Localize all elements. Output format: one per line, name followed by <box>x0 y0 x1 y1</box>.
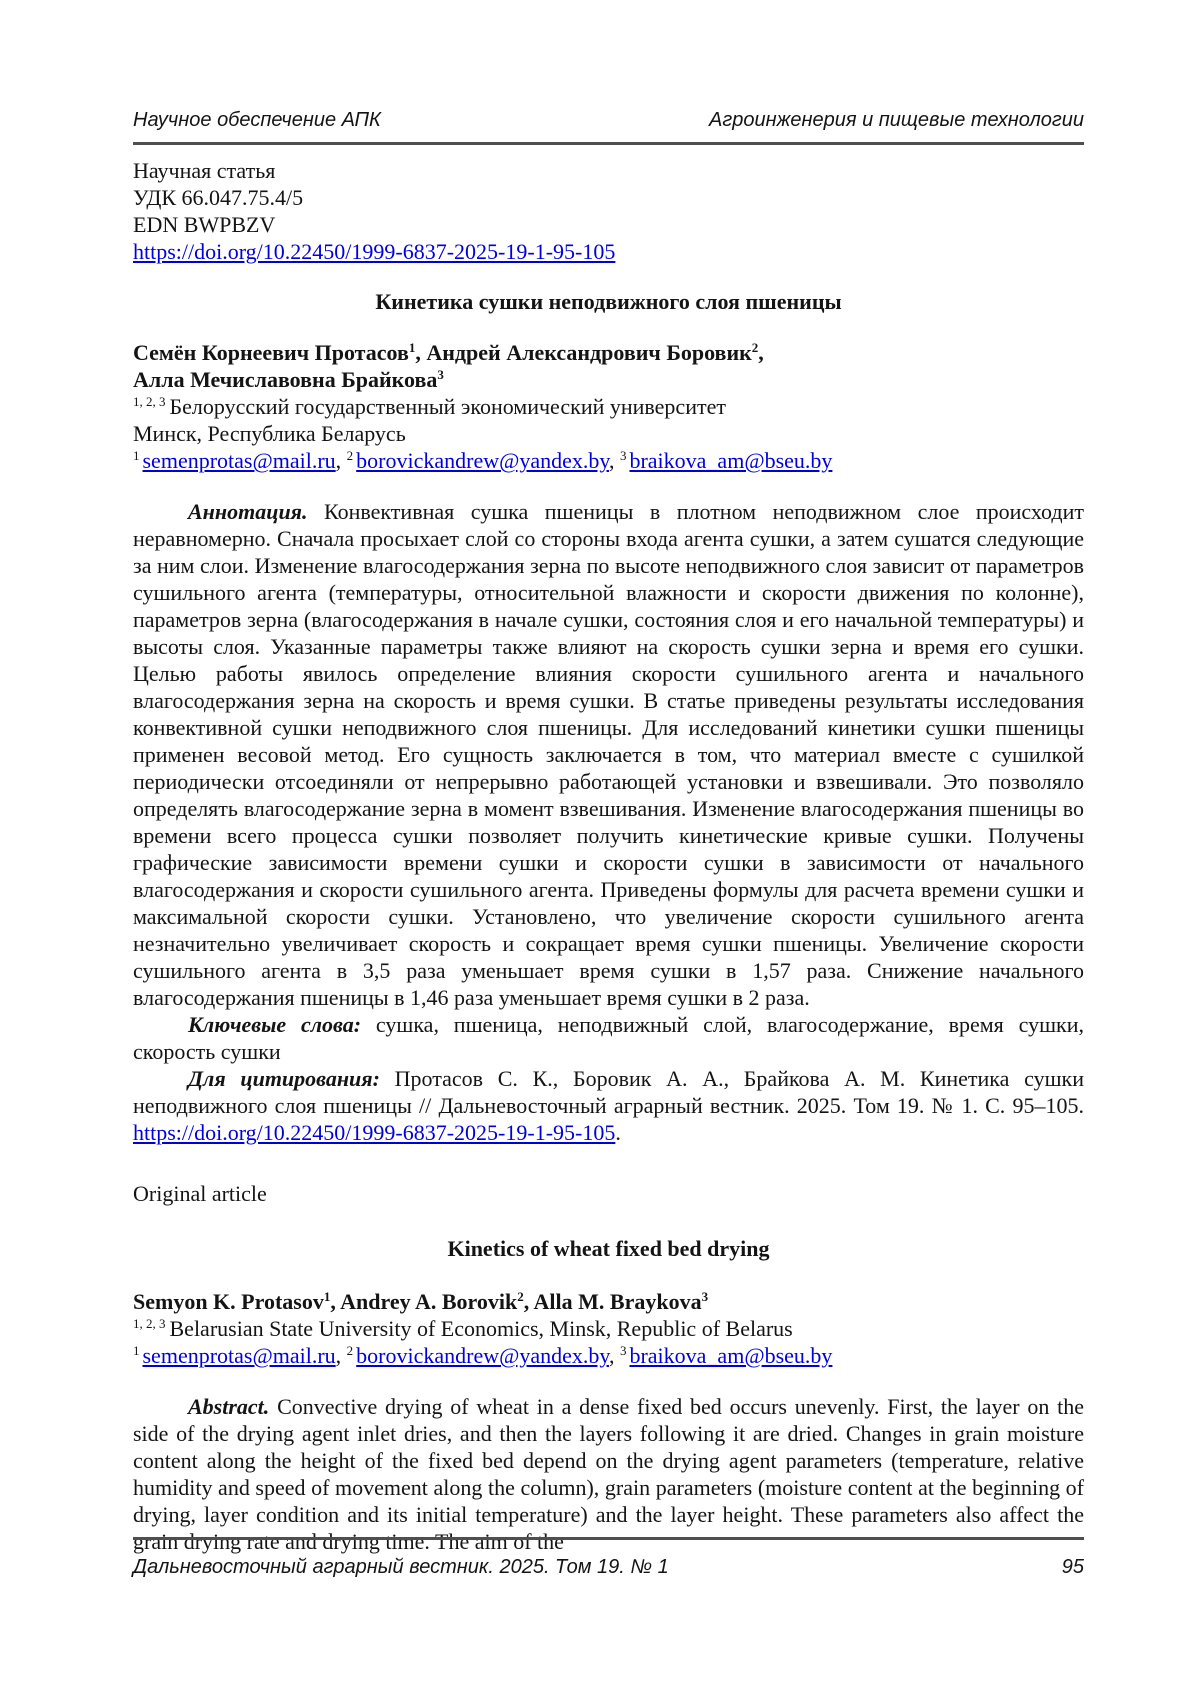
author-name: Andrey A. Borovik <box>340 1289 518 1314</box>
citation-doi-link[interactable]: https://doi.org/10.22450/1999-6837-2025-19-1-95-105 <box>133 1120 616 1145</box>
email-separator: , <box>335 1343 347 1368</box>
citation-label-ru: Для цитирования: <box>188 1066 380 1091</box>
keywords-label-ru: Ключевые слова: <box>188 1012 362 1037</box>
authors-line-en <box>133 1288 1084 1315</box>
article-title-ru: Кинетика сушки неподвижного слоя пшеницы <box>375 289 842 314</box>
citation-text-ru: Протасов С. К., Боровик А. А., Брайкова А. М. Кинетика сушки неподвижного слоя пшеницы // Дальневосточный аграрный вестник. 2025. Том 19. № 1. С. 95–105. <box>133 1066 1084 1118</box>
emails-line-ru <box>133 447 1084 474</box>
udc-number: УДК 66.047.75.4/5 <box>133 185 304 210</box>
email-superscript: 2 <box>346 1343 354 1358</box>
affiliation-ru <box>133 393 1084 420</box>
email-link[interactable]: braikova_am@bseu.by <box>629 448 833 473</box>
abstract-text-en: Convective drying of wheat in a dense fixed bed occurs unevenly. First, the layer on the side of the drying agent inlet dries, and then the layers following it are dried. Changes in grain moisture content along the height of the fixed bed depend on the drying agent parameters (temperature, relative humidity and speed of movement along the column), grain parameters (moisture content at the beginning of drying, layer condition and its initial temperature) and the layer height. These parameters also affect the grain drying rate and drying time. The aim of the <box>133 1394 1084 1554</box>
abstract-label-ru: Аннотация. <box>188 499 308 524</box>
abstract-en <box>133 1393 1084 1555</box>
author-name: Алла Мечиславовна Брайкова <box>133 367 438 392</box>
running-header <box>133 108 1084 145</box>
affiliation-name: Белорусский государственный экономический университет <box>169 394 726 419</box>
author-superscript: 1 <box>408 340 416 355</box>
author-name: Андрей Александрович Боровик <box>426 340 752 365</box>
author-name: Semyon K. Protasov <box>133 1289 324 1314</box>
email-link[interactable]: braikova_am@bseu.by <box>629 1343 833 1368</box>
article-type-ru: Научная статья <box>133 158 276 183</box>
email-superscript: 2 <box>346 448 354 463</box>
affiliation-superscript: 1, 2, 3 <box>133 394 166 409</box>
email-separator: , <box>335 448 347 473</box>
authors-block-ru <box>133 339 1084 474</box>
edn-code: EDN BWPBZV <box>133 212 276 237</box>
abstract-ru <box>133 498 1084 1011</box>
email-link[interactable]: semenprotas@mail.ru <box>142 1343 336 1368</box>
header-section-right: Агроинженерия и пищевые технологии <box>709 109 1084 131</box>
email-link[interactable]: borovickandrew@yandex.by <box>356 1343 609 1368</box>
email-separator: , <box>608 1343 620 1368</box>
email-link[interactable]: semenprotas@mail.ru <box>142 448 336 473</box>
doi-link[interactable]: https://doi.org/10.22450/1999-6837-2025-19-1-95-105 <box>133 239 616 264</box>
emails-line-en <box>133 1342 1084 1369</box>
author-superscript: 3 <box>437 367 444 382</box>
authors-line-2-ru <box>133 366 1084 393</box>
article-title-en: Kinetics of wheat fixed bed drying <box>447 1236 770 1261</box>
footer-journal-line: Дальневосточный аграрный вестник. 2025. Том 19. № 1 <box>133 1556 669 1578</box>
author-separator: , <box>330 1289 341 1314</box>
author-separator: , <box>758 340 764 365</box>
author-separator: , <box>415 340 427 365</box>
email-superscript: 3 <box>619 1343 627 1358</box>
page-content <box>0 108 1200 1555</box>
affiliation-en <box>133 1315 1084 1342</box>
footer-page-number: 95 <box>1061 1556 1084 1578</box>
email-separator: , <box>608 448 620 473</box>
keywords-ru <box>133 1011 1084 1065</box>
abstract-label-en: Abstract. <box>188 1394 270 1419</box>
citation-period: . <box>615 1120 621 1145</box>
running-footer <box>133 1537 1084 1581</box>
authors-block-en <box>133 1288 1084 1369</box>
affiliation-superscript: 1, 2, 3 <box>133 1316 166 1331</box>
article-meta <box>133 157 1084 265</box>
author-separator: , <box>523 1289 534 1314</box>
author-name: Семён Корнеевич Протасов <box>133 340 409 365</box>
author-superscript: 2 <box>517 1289 524 1304</box>
email-superscript: 3 <box>619 448 627 463</box>
email-link[interactable]: borovickandrew@yandex.by <box>356 448 609 473</box>
abstract-text-ru: Конвективная сушка пшеницы в плотном неподвижном слое происходит неравномерно. Сначала просыхает слой со стороны входа агента сушки, а затем сушатся следующие за ним слои. Изменение влагосодержания зерна по высоте неподвижного слоя зависит от параметров сушильного агента (температуры, относительной влажности и скорости движения по колонне), параметров зерна (влагосодержания в начале сушки, состояния слоя и его начальной температуры) и высоты слоя. Указанные параметры также влияют на скорость сушки зерна и время его сушки. Целью работы явилось определение влияния скорости сушильного агента и начального влагосодержания зерна на скорость и время сушки. В статье приведены результаты исследования конвективной сушки неподвижного слоя пшеницы. Для исследований кинетики сушки пшеницы применен весовой метод. Его сущность заключается в том, что материал вместе с сушилкой периодически отсоединяли от непрерывно работающей установки и взвешивали. Это позволяло определять влагосодержание зерна в момент взвешивания. Изменение влагосодержания пшеницы во времени всего процесса сушки позволяет получить кинетические кривые сушки. Получены графические зависимости времени сушки и скорости сушки в зависимости от начального влагосодержания и скорости сушильного агента. Приведены формулы для расчета времени сушки и максимальной скорости сушки. Установлено, что увеличение скорости сушильного агента незначительно увеличивает скорость и сокращает время сушки пшеницы. Увеличение скорости сушильного агента в 3,5 раза уменьшает время сушки в 1,57 раза. Снижение начального влагосодержания пшеницы в 1,46 раза уменьшает время сушки в 2 раза. <box>133 499 1084 1010</box>
author-superscript: 2 <box>751 340 759 355</box>
header-section-left: Научное обеспечение АПК <box>133 109 381 131</box>
citation-ru <box>133 1065 1084 1146</box>
authors-line-1-ru <box>133 339 1084 366</box>
author-superscript: 1 <box>323 1289 331 1304</box>
keywords-text-ru: сушка, пшеница, неподвижный слой, влагосодержание, время сушки, скорость сушки <box>133 1012 1084 1064</box>
email-superscript: 1 <box>133 1343 140 1358</box>
author-superscript: 3 <box>701 1289 709 1304</box>
article-type-en: Original article <box>133 1181 267 1206</box>
affiliation-name: Belarusian State University of Economics, Minsk, Republic of Belarus <box>169 1316 793 1341</box>
author-name: Alla M. Braykova <box>533 1289 702 1314</box>
email-superscript: 1 <box>133 448 140 463</box>
affiliation-city-ru: Минск, Республика Беларусь <box>133 421 406 446</box>
doi-line <box>133 238 1084 265</box>
